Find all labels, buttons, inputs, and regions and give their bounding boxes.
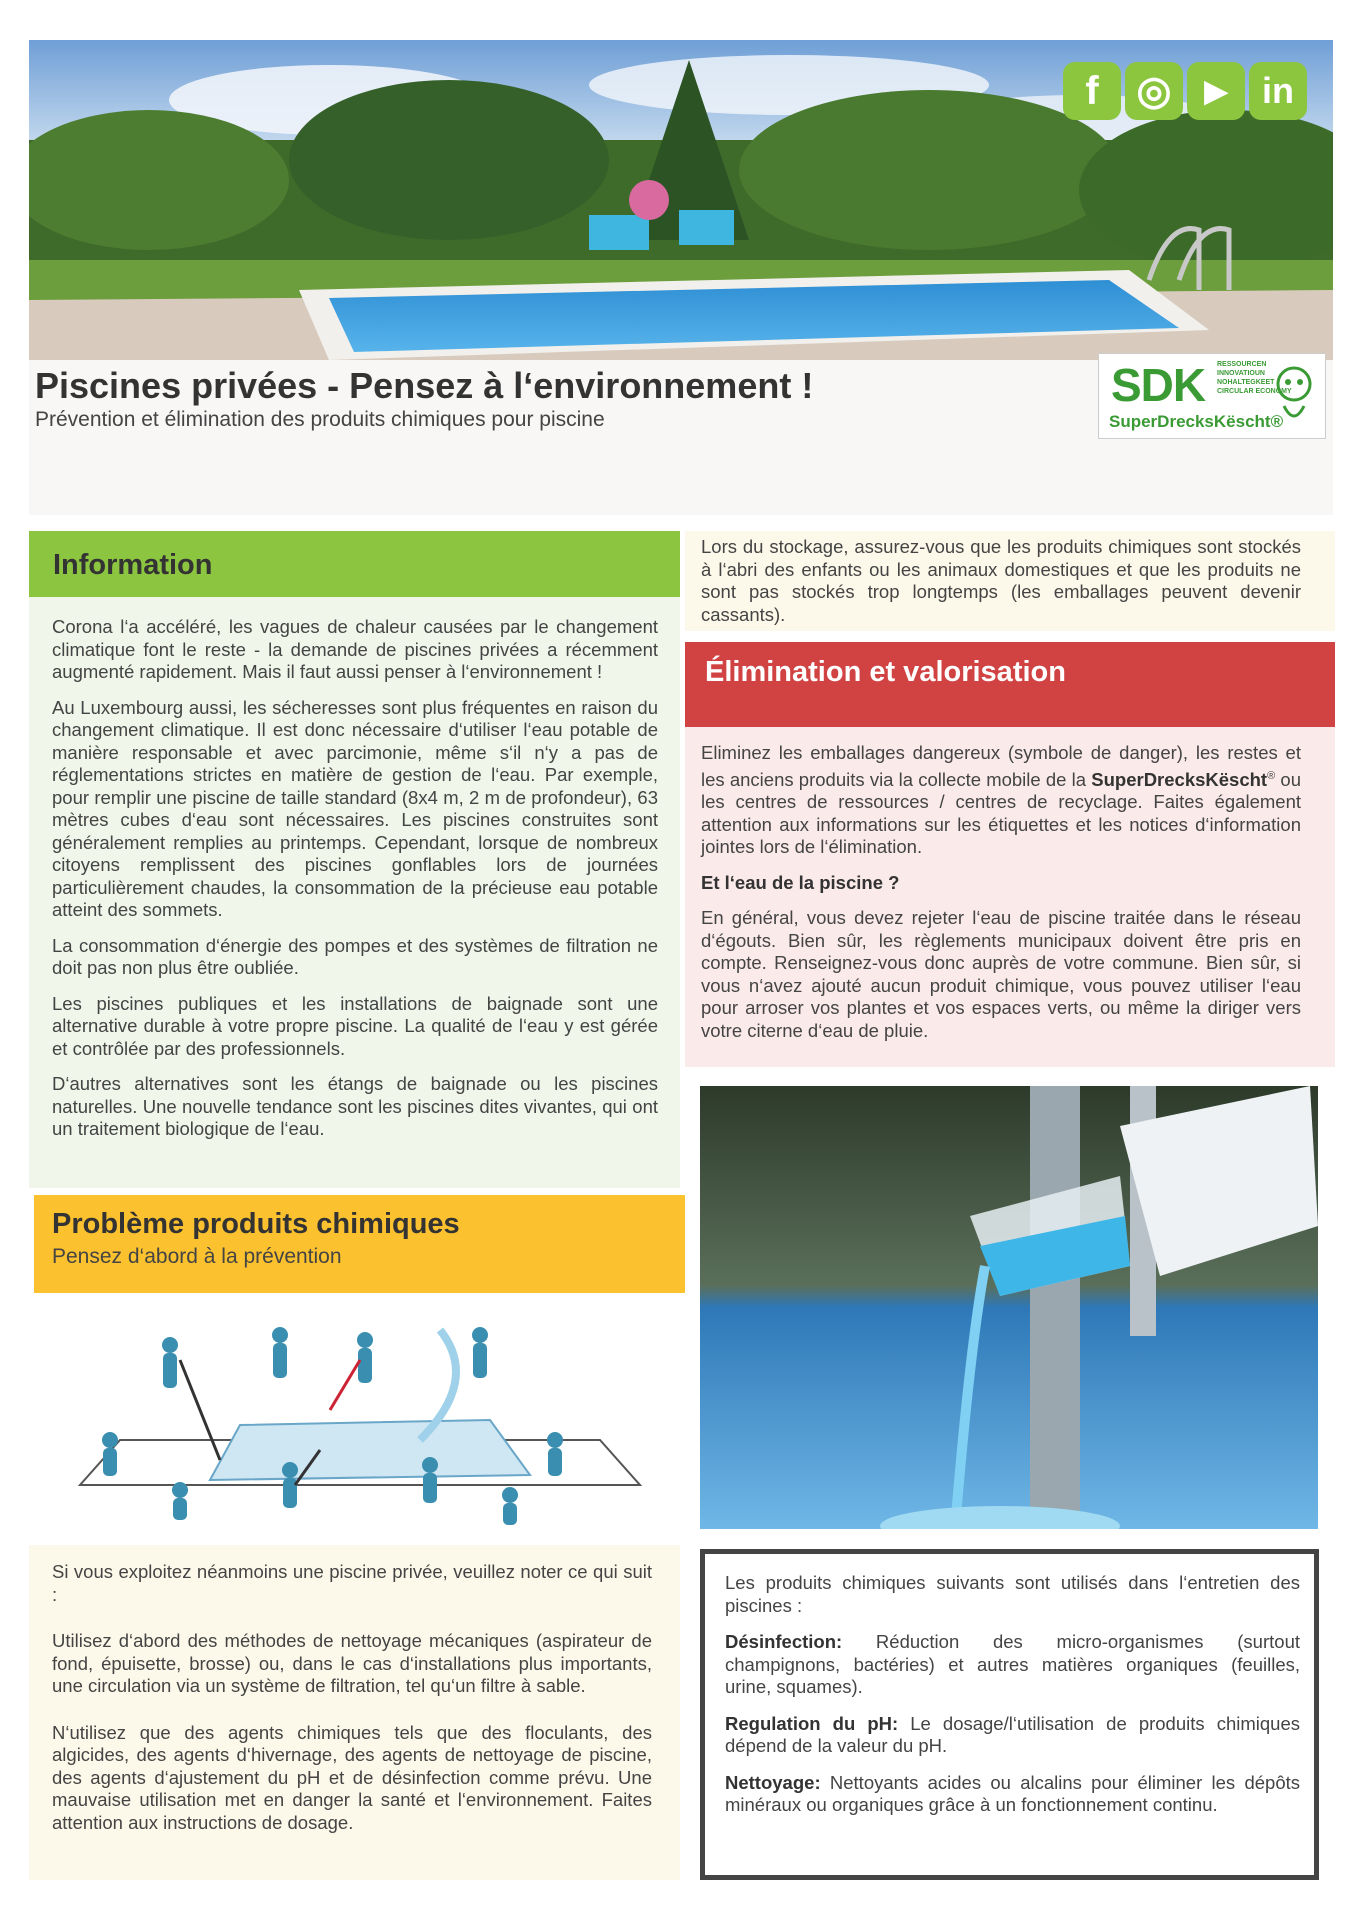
- pouring-chemical-photo: [700, 1086, 1318, 1529]
- chemicals-box: [700, 1549, 1319, 1880]
- chemical-item: Regulation du pH: Le dosage/l‘utilisation de produits chimiques dépend de la valeur du pH.: [725, 1712, 1300, 1756]
- elimination-text: [701, 742, 1301, 1055]
- prevention-paragraph: Si vous exploitez néanmoins une piscine privée, veuillez noter ce qui suit :: [52, 1561, 652, 1605]
- brand-name: SuperDrecksKëscht: [1091, 768, 1268, 790]
- problem-subheading: Pensez d‘abord à la prévention: [52, 1245, 342, 1268]
- social-links: [1063, 62, 1307, 120]
- chemicals-text: [725, 1572, 1300, 1831]
- elimination-paragraph: Eliminez les emballages dangereux (symbole de danger), les restes et les anciens produits via la collecte mobile de la SuperDrecksKëscht® ou les centres de ressources / centres de recyclage. Faites également attention aux informations sur les étiquettes et les notices d‘information jointes lors de l‘élimination.: [701, 742, 1301, 858]
- information-heading: Information: [53, 549, 213, 581]
- storage-paragraph: Lors du stockage, assurez-vous que les produits chimiques sont stockés à l‘abri des enfants ou les animaux domestiques et que les produits ne sont pas stockés trop longtemps (les emballages peuvent devenir cassants).: [701, 536, 1301, 625]
- instagram-icon[interactable]: ◎: [1125, 62, 1183, 120]
- logo-tagline: RESSOURCEN INNOVATIOUN NOHALTEGKEET CIRCULAR ECONOMY: [1217, 361, 1292, 395]
- page-title: Piscines privées - Pensez à l‘environnement !: [35, 365, 814, 406]
- chemical-item: Nettoyage: Nettoyants acides ou alcalins pour éliminer les dépôts minéraux ou organiques grâce à un fonctionnement continu.: [725, 1771, 1300, 1815]
- problem-heading: Problème produits chimiques: [52, 1208, 460, 1240]
- sdk-logo[interactable]: [1098, 353, 1326, 439]
- facebook-icon[interactable]: f: [1063, 62, 1121, 120]
- pool-water-subheading: Et l‘eau de la piscine ?: [701, 871, 900, 893]
- prevention-text: [52, 1561, 652, 1858]
- pool-cleaning-illustration: [60, 1320, 660, 1530]
- hero-banner: [29, 40, 1333, 515]
- problem-header: [34, 1195, 685, 1293]
- info-paragraph: La consommation d‘énergie des pompes et des systèmes de filtration ne doit pas non plus être oubliée.: [52, 934, 658, 978]
- linkedin-icon[interactable]: in: [1249, 62, 1307, 120]
- info-paragraph: Au Luxembourg aussi, les sécheresses sont plus fréquentes en raison du changement climatique. Il est donc nécessaire d‘utiliser l‘eau potable de manière responsable et avec parcimonie, même s‘il n‘y a pas de réglementations strictes en matière de gestion de l‘eau. Par exemple, pour remplir une piscine de taille standard (8x4 m, 2 m de profondeur), 63 mètres cubes d‘eau sont nécessaires. Les piscines construites sont généralement remplies au printemps. Cependant, lorsque de nombreux citoyens remplissent des piscines gonflables lors de journées particulièrement chaudes, la consommation de la précieuse eau potable atteint des sommets.: [52, 696, 658, 920]
- info-paragraph: D‘autres alternatives sont les étangs de baignade ou les piscines naturelles. Une nouvelle tendance sont les piscines dites vivantes, qui ont un traitement biologique de l‘eau.: [52, 1073, 658, 1139]
- pool-water-paragraph: En général, vous devez rejeter l‘eau de piscine traitée dans le réseau d‘égouts. Bien sûr, les règlements municipaux doivent être pris en compte. Renseignez-vous donc auprès de votre commune. Bien sûr, si vous n‘avez ajouté aucun produit chimique, vous pouvez utiliser l‘eau pour arroser vos plantes et vos espaces verts, ou même la diriger vers votre citerne d‘eau de pluie.: [701, 907, 1301, 1041]
- storage-text: [701, 536, 1301, 639]
- youtube-icon[interactable]: ▶: [1187, 62, 1245, 120]
- logo-name: SuperDrecksKëscht®: [1109, 412, 1284, 431]
- logo-mark: SDK: [1111, 359, 1206, 411]
- mascot-icon: [1269, 362, 1319, 432]
- prevention-paragraph: N‘utilisez que des agents chimiques tels que des floculants, des algicides, des agents d‘hivernage, des agents de nettoyage de piscine, des agents d‘ajustement du pH et de désinfection comme prévu. Une mauvaise utilisation met en danger la santé et l‘environnement. Faites attention aux instructions de dosage.: [52, 1721, 652, 1833]
- information-text: [52, 616, 658, 1154]
- info-paragraph: Les piscines publiques et les installations de baignade sont une alternative durable à votre propre piscine. La qualité de l‘eau y est gérée et contrôlée par des professionnels.: [52, 992, 658, 1059]
- chemical-item: Désinfection: Réduction des micro-organismes (surtout champignons, bactéries) et autres matières organiques (feuilles, urine, squames).: [725, 1631, 1300, 1697]
- information-header: [29, 531, 680, 597]
- elimination-header: [685, 642, 1335, 727]
- prevention-paragraph: Utilisez d‘abord des méthodes de nettoyage mécaniques (aspirateur de fond, épuisette, brosse) ou, dans le cas d‘installations plus importants, une circulation via un système de filtration, tel qu‘un filtre à sable.: [52, 1630, 652, 1696]
- chemicals-intro: Les produits chimiques suivants sont utilisés dans l‘entretien des piscines :: [725, 1572, 1300, 1616]
- page-subtitle: Prévention et élimination des produits chimiques pour piscine: [35, 408, 605, 431]
- info-paragraph: Corona l‘a accéléré, les vagues de chaleur causées par le changement climatique font le reste - la demande de piscines privées a récemment augmenté rapidement. Mais il faut aussi penser à l‘environnement !: [52, 616, 658, 682]
- elimination-heading: Élimination et valorisation: [705, 656, 1066, 688]
